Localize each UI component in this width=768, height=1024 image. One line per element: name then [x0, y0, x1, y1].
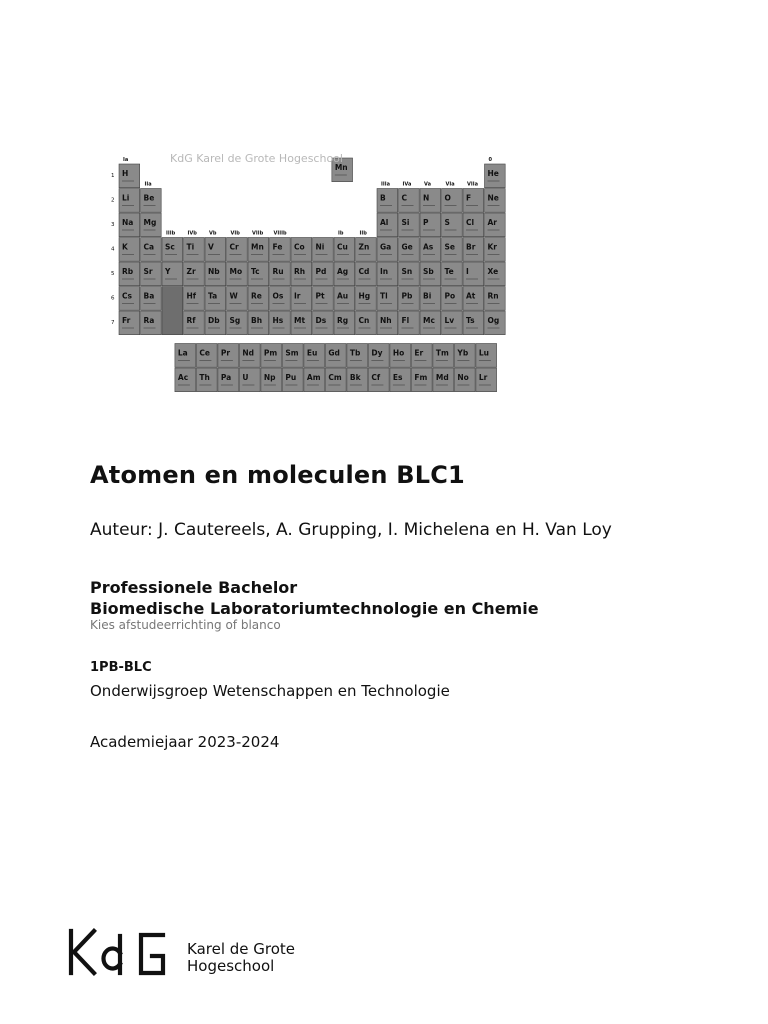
group-label-4: Vb — [209, 230, 217, 237]
element-rn-symbol: Rn — [487, 291, 499, 301]
element-lu-symbol: Lu — [478, 348, 490, 358]
element-n-symbol: N — [423, 193, 430, 203]
element-zr-symbol: Zr — [186, 267, 196, 276]
group-label-3: IVb — [187, 230, 197, 237]
element-mt-symbol: Mt — [294, 316, 306, 325]
element-ni-symbol: Ni — [315, 242, 325, 252]
group-label-6: VIIb — [252, 230, 264, 237]
element-ac-symbol: Ac — [177, 373, 189, 382]
group-label-12: IIIa — [381, 181, 390, 188]
element-sn-symbol: Sn — [401, 267, 413, 276]
element-se-symbol: Se — [444, 242, 455, 252]
period-label-2: 2 — [111, 197, 115, 204]
element-xe-symbol: Xe — [487, 267, 499, 276]
element-am-symbol: Am — [306, 373, 321, 382]
group-label-14: Va — [424, 181, 431, 188]
element-po-symbol: Po — [444, 291, 456, 301]
document-title: Atomen en moleculen BLC1 — [90, 461, 465, 489]
element-ne-symbol: Ne — [487, 193, 499, 203]
element-tm-symbol: Tm — [435, 348, 449, 358]
element-pm-symbol: Pm — [263, 348, 278, 358]
element-cf-symbol: Cf — [371, 373, 381, 382]
group-label-0: Ia — [123, 157, 129, 163]
element-nd-symbol: Nd — [242, 348, 255, 358]
element-rb-symbol: Rb — [122, 267, 134, 276]
element-fm-symbol: Fm — [414, 373, 428, 382]
element-ar-symbol: Ar — [487, 218, 498, 227]
element-sr-symbol: Sr — [143, 267, 153, 276]
period-label-1: 1 — [111, 173, 115, 179]
element-mn-symbol: Mn — [251, 242, 264, 252]
group-label-2: IIIb — [166, 230, 176, 237]
element-f-symbol: F — [466, 193, 472, 203]
element-nh-symbol: Nh — [380, 316, 392, 325]
element-ra-symbol: Ra — [143, 316, 155, 325]
element-ir-symbol: Ir — [294, 291, 301, 301]
element-ce-symbol: Ce — [199, 348, 210, 358]
element-ds-symbol: Ds — [315, 316, 327, 325]
element-na-symbol: Na — [122, 218, 134, 227]
element-np-symbol: Np — [263, 373, 276, 382]
element-u-symbol: U — [242, 373, 249, 382]
element-y-symbol: Y — [165, 267, 171, 276]
element-lv-symbol: Lv — [444, 316, 455, 325]
group-label-15: VIa — [445, 181, 455, 188]
element-br-symbol: Br — [466, 242, 476, 252]
legend-example-symbol: Mn — [334, 163, 348, 172]
element-rg-symbol: Rg — [337, 316, 349, 325]
element-li-symbol: Li — [122, 193, 130, 203]
element-c-symbol: C — [401, 193, 408, 203]
element-pr-symbol: Pr — [220, 348, 231, 358]
element-hg-symbol: Hg — [358, 291, 371, 301]
specialization-placeholder: Kies afstudeerrichting of blanco — [90, 618, 281, 632]
element-fr-symbol: Fr — [122, 316, 131, 325]
element-cl-symbol: Cl — [466, 218, 475, 227]
element-pd-symbol: Pd — [315, 267, 327, 276]
element-sc-symbol: Sc — [165, 242, 175, 252]
program-line-2: Biomedische Laboratoriumtechnologie en Chemie — [90, 599, 539, 618]
element-fl-symbol: Fl — [401, 316, 410, 325]
element-fe-symbol: Fe — [272, 242, 283, 252]
period-label-7: 7 — [111, 320, 115, 326]
period-label-4: 4 — [111, 246, 115, 253]
element-bk-symbol: Bk — [349, 373, 361, 382]
lanthanide-gap-box — [162, 287, 183, 335]
kdg-wordmark-icon — [71, 931, 163, 973]
element-la-symbol: La — [177, 348, 188, 358]
group-label-11: IIb — [359, 230, 367, 237]
element-ge-symbol: Ge — [401, 242, 413, 252]
element-ru-symbol: Ru — [272, 267, 284, 276]
element-yb-symbol: Yb — [457, 348, 469, 358]
academic-year: Academiejaar 2023-2024 — [90, 733, 280, 751]
element-pb-symbol: Pb — [401, 291, 413, 301]
element-tc-symbol: Tc — [251, 267, 260, 276]
element-bi-symbol: Bi — [423, 291, 432, 301]
element-pa-symbol: Pa — [220, 373, 232, 382]
group-label-1: IIa — [144, 181, 152, 188]
element-kr-symbol: Kr — [487, 242, 498, 252]
group-label-13: IVa — [402, 181, 412, 188]
element-i-symbol: I — [466, 267, 469, 276]
element-cs-symbol: Cs — [122, 291, 132, 301]
authors-line: Auteur: J. Cautereels, A. Grupping, I. Michelena en H. Van Loy — [90, 520, 612, 540]
element-ca-symbol: Ca — [143, 242, 155, 252]
element-nb-symbol: Nb — [208, 267, 220, 276]
element-ho-symbol: Ho — [392, 348, 405, 358]
group-label-16: VIIa — [467, 181, 478, 188]
element-ti-symbol: Ti — [186, 242, 195, 252]
element-in-symbol: In — [380, 267, 389, 276]
element-v-symbol: V — [208, 242, 214, 252]
department-name: Onderwijsgroep Wetenschappen en Technologie — [90, 682, 450, 700]
element-lr-symbol: Lr — [478, 373, 488, 382]
program-name — [90, 577, 539, 619]
logo-line-1: Karel de Grote — [187, 940, 296, 958]
group-label-10: Ib — [338, 230, 344, 237]
element-bh-symbol: Bh — [251, 316, 263, 325]
element-co-symbol: Co — [294, 242, 305, 252]
element-os-symbol: Os — [272, 291, 284, 301]
element-rf-symbol: Rf — [186, 316, 196, 325]
group-label-5: VIb — [230, 230, 240, 237]
element-k-symbol: K — [122, 242, 128, 252]
element-be-symbol: Be — [143, 193, 155, 203]
logo-line-2: Hogeschool — [187, 957, 275, 975]
element-db-symbol: Db — [208, 316, 220, 325]
element-ga-symbol: Ga — [380, 242, 392, 252]
element-sg-symbol: Sg — [229, 316, 241, 325]
element-he-symbol: He — [487, 169, 499, 178]
element-mc-symbol: Mc — [423, 316, 435, 325]
element-cm-symbol: Cm — [328, 373, 342, 382]
element-ba-symbol: Ba — [143, 291, 155, 301]
kdg-watermark: KdG Karel de Grote Hogeschool — [170, 152, 343, 165]
element-ts-symbol: Ts — [466, 316, 475, 325]
element-h-symbol: H — [122, 169, 129, 178]
element-tb-symbol: Tb — [349, 348, 361, 358]
element-dy-symbol: Dy — [371, 348, 383, 358]
element-hs-symbol: Hs — [272, 316, 284, 325]
element-sb-symbol: Sb — [423, 267, 434, 276]
element-ta-symbol: Ta — [208, 291, 218, 301]
element-re-symbol: Re — [251, 291, 262, 301]
kdg-logo — [68, 928, 308, 982]
element-no-symbol: No — [457, 373, 469, 382]
group-label-17: 0 — [488, 157, 492, 163]
element-es-symbol: Es — [392, 373, 403, 382]
element-si-symbol: Si — [401, 218, 410, 227]
element-mo-symbol: Mo — [229, 267, 243, 276]
element-md-symbol: Md — [435, 373, 449, 382]
element-rh-symbol: Rh — [294, 267, 306, 276]
element-mg-symbol: Mg — [143, 218, 157, 227]
element-pu-symbol: Pu — [285, 373, 297, 382]
element-w-symbol: W — [229, 291, 238, 301]
course-code: 1PB-BLC — [90, 660, 152, 675]
period-label-5: 5 — [111, 271, 115, 277]
element-pt-symbol: Pt — [315, 291, 325, 301]
periodic-table-image — [108, 133, 520, 411]
element-cd-symbol: Cd — [358, 267, 370, 276]
element-b-symbol: B — [380, 193, 386, 203]
program-line-1: Professionele Bachelor — [90, 578, 298, 597]
element-cr-symbol: Cr — [229, 242, 239, 252]
element-cn-symbol: Cn — [358, 316, 370, 325]
element-s-symbol: S — [444, 218, 450, 227]
element-ag-symbol: Ag — [337, 267, 349, 276]
group-label-7: VIIIb — [273, 230, 287, 237]
element-p-symbol: P — [423, 218, 429, 227]
element-at-symbol: At — [466, 291, 476, 301]
element-te-symbol: Te — [444, 267, 454, 276]
element-au-symbol: Au — [337, 291, 349, 301]
element-al-symbol: Al — [380, 218, 389, 227]
element-gd-symbol: Gd — [328, 348, 340, 358]
element-sm-symbol: Sm — [285, 348, 299, 358]
element-er-symbol: Er — [414, 348, 424, 358]
element-tl-symbol: Tl — [380, 291, 388, 301]
element-as-symbol: As — [423, 242, 434, 252]
element-th-symbol: Th — [199, 373, 210, 382]
period-label-3: 3 — [111, 222, 115, 228]
element-cu-symbol: Cu — [337, 242, 348, 252]
element-zn-symbol: Zn — [358, 242, 370, 252]
element-o-symbol: O — [444, 193, 451, 203]
element-eu-symbol: Eu — [306, 348, 318, 358]
element-og-symbol: Og — [487, 316, 500, 325]
element-hf-symbol: Hf — [186, 291, 197, 301]
period-label-6: 6 — [111, 295, 115, 302]
